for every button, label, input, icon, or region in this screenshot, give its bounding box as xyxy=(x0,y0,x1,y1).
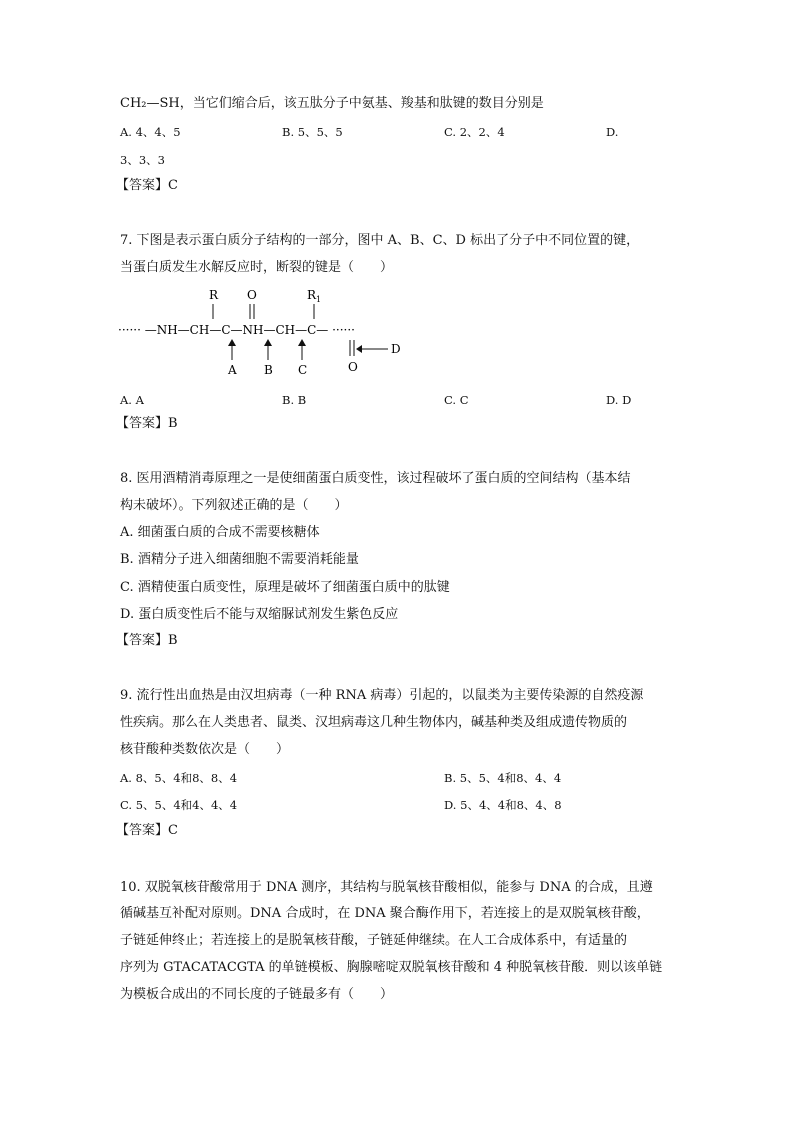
carbonyl-oxygen-label: O xyxy=(247,288,257,302)
peptide-structure-diagram xyxy=(118,284,418,379)
q8-option-d: D. 蛋白质变性后不能与双缩脲试剂发生紫色反应 xyxy=(120,607,399,622)
q9-option-b: B. 5、5、4和8、4、4 xyxy=(444,771,562,785)
bond-label-a: A xyxy=(228,363,237,377)
r-group-label: R xyxy=(209,288,219,302)
bond-arrow-d xyxy=(356,342,401,356)
q9-option-d: D. 5、4、4和8、4、8 xyxy=(444,798,562,812)
q8-answer: 【答案】B xyxy=(116,633,178,648)
q6-option-c: C. 2、2、4 xyxy=(444,125,505,139)
bond-arrow-c xyxy=(298,339,307,377)
bond-label-c: C xyxy=(298,363,308,377)
q8-option-b: B. 酒精分子进入细菌细胞不需要消耗能量 xyxy=(120,552,359,567)
bond-label-d: D xyxy=(391,342,401,356)
q9-stem-line-1: 9. 流行性出血热是由汉坦病毒（一种 RNA 病毒）引起的，以鼠类为主要传染源的自然疫源 xyxy=(120,688,644,703)
bottom-oxygen-label: O xyxy=(348,360,358,374)
q7-option-a: A. A xyxy=(120,393,144,407)
q9-stem-line-2: 性疾病。那么在人类患者、鼠类、汉坦病毒这几种生物体内，碱基种类及组成遗传物质的 xyxy=(120,715,628,730)
q6-answer: 【答案】C xyxy=(116,178,178,193)
q7-option-d: D. D xyxy=(606,393,632,407)
q6-option-a: A. 4、4、5 xyxy=(120,125,181,139)
q7-stem-line-1: 7. 下图是表示蛋白质分子结构的一部分，图中 A、B、C、D 标出了分子中不同位置的键， xyxy=(120,233,640,248)
q7-option-b: B. B xyxy=(282,393,307,407)
q6-option-d-values: 3、3、3 xyxy=(120,153,165,167)
q10-stem-line-2: 循碱基互补配对原则。DNA 合成时，在 DNA 聚合酶作用下，若连接上的是双脱氧核苷酸， xyxy=(120,906,650,921)
q7-option-c: C. C xyxy=(444,393,469,407)
q9-option-c: C. 5、5、4和4、4、4 xyxy=(120,798,238,812)
r1-group-label: $R_1$ xyxy=(307,288,322,304)
q7-stem-line-2: 当蛋白质发生水解反应时，断裂的键是（ ） xyxy=(120,260,394,275)
q6-option-d: D. xyxy=(606,125,619,139)
q6-stem-line: CH₂—SH，当它们缩合后，该五肽分子中氨基、羧基和肽键的数目分别是 xyxy=(120,96,544,111)
q9-option-a: A. 8、5、4和8、8、4 xyxy=(120,771,238,785)
bond-arrow-b xyxy=(264,339,273,377)
q8-option-c: C. 酒精使蛋白质变性，原理是破坏了细菌蛋白质中的肽键 xyxy=(120,580,450,595)
q8-option-a: A. 细菌蛋白质的合成不需要核糖体 xyxy=(120,525,320,540)
q7-answer: 【答案】B xyxy=(116,416,178,431)
bond-label-b: B xyxy=(264,363,273,377)
q10-stem-line-4: 序列为 GTACATACGTA 的单链模板、胸腺嘧啶双脱氧核苷酸和 4 种脱氧核苷酸．则以该单链 xyxy=(120,960,663,975)
bond-arrow-a xyxy=(227,339,237,377)
q10-stem-line-3: 子链延伸终止；若连接上的是脱氧核苷酸，子链延伸继续。在人工合成体系中，有适量的 xyxy=(120,933,628,948)
q10-stem-line-1: 10. 双脱氧核苷酸常用于 DNA 测序，其结构与脱氧核苷酸相似，能参与 DNA 的合成，且遵 xyxy=(120,880,653,895)
q8-stem-line-1: 8. 医用酒精消毒原理之一是使细菌蛋白质变性，该过程破坏了蛋白质的空间结构（基本结 xyxy=(120,471,631,486)
q9-answer: 【答案】C xyxy=(116,823,178,838)
q9-stem-line-3: 核苷酸种类数依次是（ ） xyxy=(120,742,290,757)
peptide-chain: ······ —NH—CH—C—NH—CH—C— ······ xyxy=(118,323,355,337)
q10-stem-line-5: 为模板合成出的不同长度的子链最多有（ ） xyxy=(120,987,394,1002)
q8-stem-line-2: 构未破坏）。下列叙述正确的是（ ） xyxy=(120,498,348,513)
q6-option-b: B. 5、5、5 xyxy=(282,125,343,139)
